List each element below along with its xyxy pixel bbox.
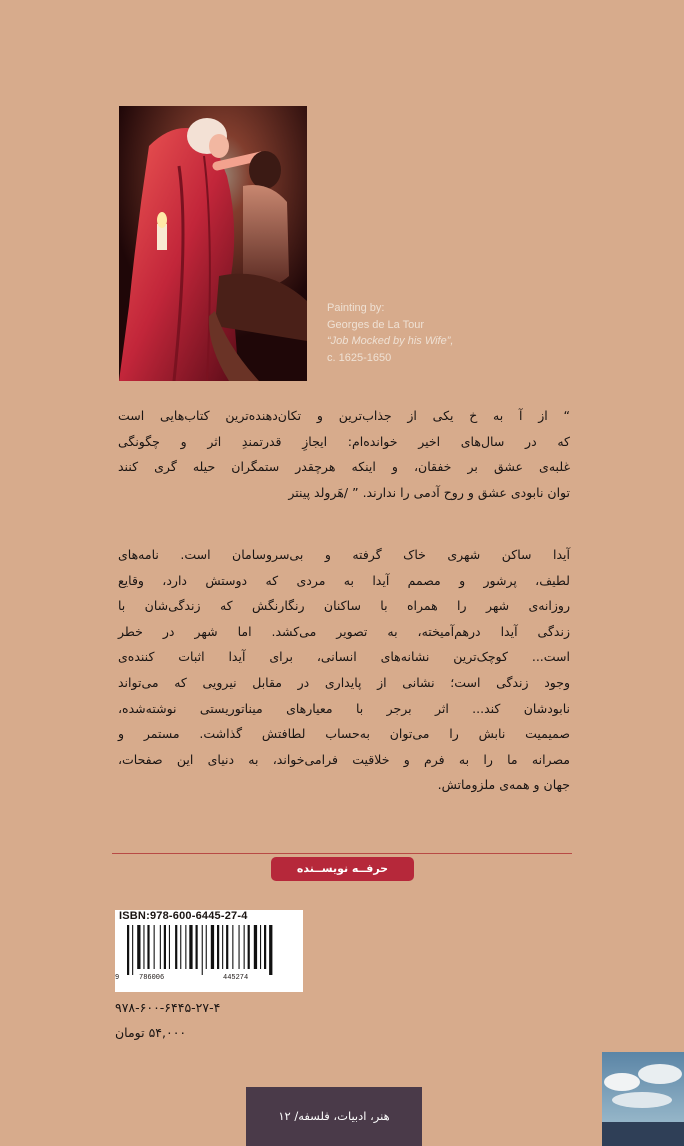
barcode-bar — [132, 925, 133, 975]
barcode-bar — [180, 925, 181, 969]
barcode-bar — [222, 925, 223, 969]
barcode-bar — [147, 925, 149, 969]
barcode-bar — [260, 925, 261, 969]
quote-line: توان نابودی عشق و روح آدمی را ندارند. ” /هَرولد پینتر — [288, 484, 570, 500]
barcode-bar — [160, 925, 161, 969]
isbn-label: ISBN:978-600-6445-27-4 — [119, 910, 248, 922]
credit-line-4: c. 1625-1650 — [327, 351, 392, 364]
quote-line: که در سال‌های اخیر خوانده‌ام: ایجازِ قدرتمندِ اثر و چگونگی — [118, 433, 570, 449]
painting-illustration — [119, 106, 307, 381]
description-line: آیدا ساکن شهری خاک گرفته و بی‌سروسامان است. نامه‌های — [118, 547, 570, 562]
description-line: جهان و همه‌ی ملزوماتش. — [437, 777, 570, 793]
barcode-bar — [202, 925, 203, 975]
series-band: هنر، ادبیات، فلسفه/ ۱۲ — [246, 1087, 422, 1146]
barcode-bar — [175, 925, 177, 969]
isbn-persian: ۹۷۸-۶۰۰-۶۴۴۵-۲۷-۴ — [115, 1000, 221, 1015]
barcode-bar — [239, 925, 240, 969]
description-line: صمیمیت نابش را می‌توان به‌حساب لطافتش گذاشت. مستمر و — [118, 726, 570, 742]
description-line: نابودشان کند... اثر برجر با معیارهای میناتوریستی نوشته‌شده، — [118, 700, 570, 716]
credit-line-1: Painting by: — [327, 302, 385, 314]
barcode-bar — [154, 925, 155, 969]
description-line: وجود زندگی است؛ نشانی از پایداری در مقابل نیرویی که می‌تواند — [118, 674, 570, 690]
barcode-digits-group2: 445274 — [223, 974, 249, 982]
description-line: مصرانه ما را به فرم و خلاقیت فرامی‌خواند، به دنیای این صفحات، — [118, 751, 570, 767]
description-line: روزانه‌ی شهر را همراه با ساکنان رنگارنگش که زندگی‌شان با — [118, 598, 570, 614]
sky-photo — [602, 1052, 684, 1146]
barcode-bar — [196, 925, 198, 969]
barcode-bar — [137, 925, 140, 969]
publisher-tag: حرفــه نویســنده — [271, 857, 414, 881]
credit-line-2: Georges de La Tour — [327, 318, 425, 331]
barcode-digits-group1: 786006 — [139, 974, 165, 982]
barcode-bar — [127, 925, 129, 975]
barcode — [115, 910, 303, 992]
barcode-bar — [254, 925, 257, 969]
barcode-bar — [217, 925, 219, 969]
barcode-bar — [244, 925, 245, 969]
description-line: زندگی آیدا درهم‌آمیخته، به تصویر می‌کشد. اما شهر در خطر — [118, 623, 570, 639]
endorsement-quote — [118, 403, 570, 505]
barcode-digit-left: 9 — [115, 974, 120, 982]
barcode-bar — [143, 925, 144, 969]
quote-line: “ از آ به خ یکی از جذاب‌ترین و تکان‌دهنده‌ترین کتاب‌هایی است — [118, 408, 570, 423]
barcode-bar — [169, 925, 170, 969]
barcode-bar — [248, 925, 250, 969]
credit-line-3: “Job Mocked by his Wife”, — [327, 335, 454, 347]
quote-line: غلبه‌ی عشق بر خفقان، و اینکه هرچقدر ستمگران حیله گری کنند — [118, 459, 570, 475]
barcode-bar — [232, 925, 233, 969]
barcode-bar — [185, 925, 186, 969]
description-line: لطیف، پرشور و مصمم آیدا به مردی که دوستش دارد، وقایع — [118, 572, 570, 588]
description-line: است... کوچک‌ترین نشانه‌های انسانی، برای آیدا اثبات کننده‌ی — [118, 649, 570, 665]
barcode-bar — [211, 925, 214, 969]
barcode-bar — [206, 925, 207, 969]
divider-rule — [112, 853, 572, 854]
cover-painting — [119, 106, 307, 381]
barcode-bar — [269, 925, 272, 975]
book-description — [118, 542, 570, 798]
barcode-bar — [164, 925, 166, 969]
barcode-bar — [226, 925, 228, 969]
price: ۵۴,۰۰۰ تومان — [115, 1025, 187, 1040]
painting-credit — [327, 300, 517, 366]
barcode-bar — [189, 925, 192, 969]
corner-photo — [602, 1052, 684, 1146]
barcode-bars — [119, 925, 299, 975]
barcode-bar — [264, 925, 266, 969]
